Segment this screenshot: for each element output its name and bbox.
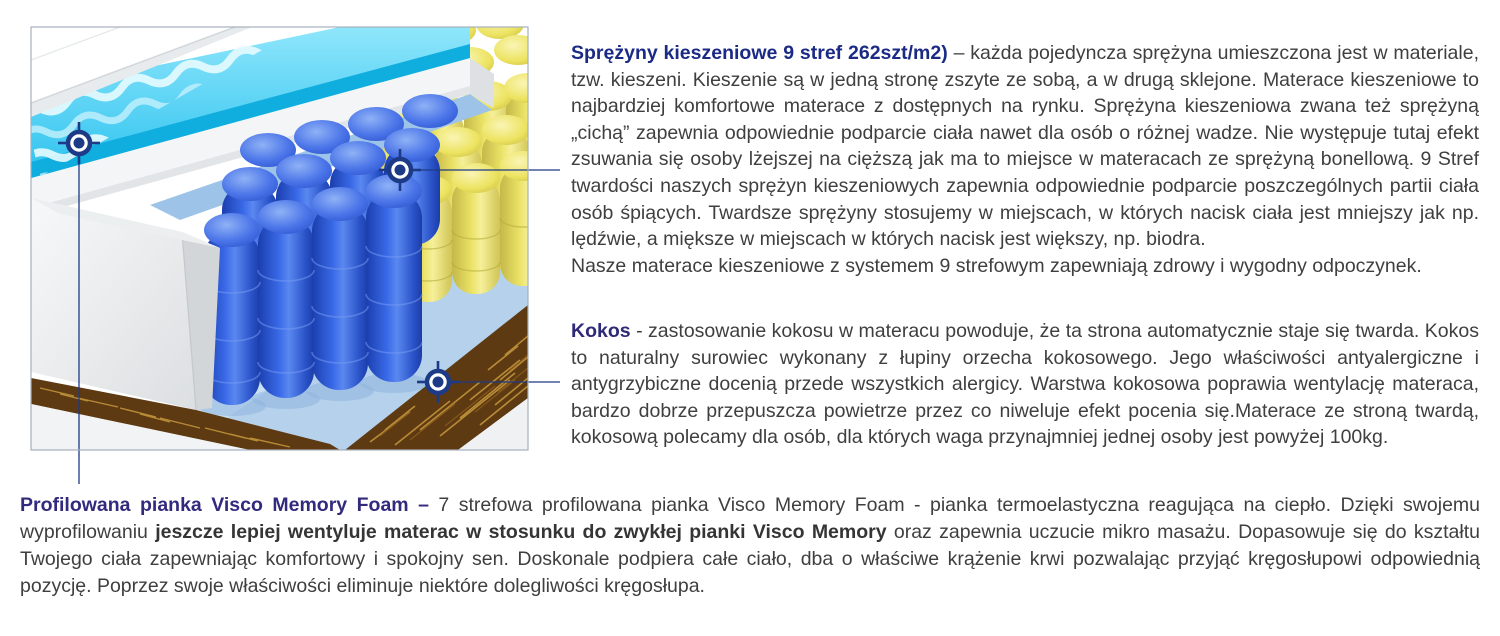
springs-footnote: Nasze materace kieszeniowe z systemem 9 strefowym zapewniają zdrowy i wygodny odpoczynek. bbox=[571, 254, 1422, 277]
visco-rest: oraz zapewnia uczucie mikro masażu. Dopasowuje się do kształtu Twojego ciała zapewniając komfortowy i spokojny sen. Doskonale podpiera całe ciało, dba o właściwe krążenie krwi pozwalając przyjąć kręgosłupowi odpowiednią pozycję. Poprzez swoje właściwości eliminuje niektóre dolegliwości kręgosłupa. bbox=[20, 521, 1481, 597]
springs-body: – każda pojedyncza sprężyna umieszczona jest w materiale, tzw. kieszeni. Kieszenie są w jedną stronę zszyte ze sobą, a w drugą sklejone. Materace kieszeniowe to najbardziej komfortowe materace z dostępnych na rynku. Sprężyna kieszeniowa zwana też sprężyną „cichą” zapewnia odpowiednie podparcie ciała nawet dla osób o różnej wadze. Nie występuje tutaj efekt zsuwania się osoby lżejszej na cięższą jak ma to miejsce w materacach ze sprężyną bonellową. 9 Stref twardości naszych sprężyn kieszeniowych zapewnia odpowiednie podparcie poszczególnych partii ciała osób śpiących. Twardsze sprężyny stosujemy w miejscach, w których nacisk ciała jest mniejszy jak np. lędźwie, a miększe w miejscach w których nacisk jest większy, np. biodra. bbox=[571, 42, 1479, 251]
visco-lead: 7 strefowa profilowana pianka Visco Memory Foam - pianka termoelastyczna reagująca na ciepło. Dzięki swojemu wyprofilowaniu bbox=[20, 494, 1481, 543]
visco-title: Profilowana pianka Visco Memory Foam – bbox=[20, 494, 429, 516]
visco-bold-claim: jeszcze lepiej wentyluje materac w stosunku do zwykłej pianki Visco Memory bbox=[155, 521, 887, 543]
springs-title: Sprężyny kieszeniowe 9 stref 262szt/m2) bbox=[571, 42, 948, 64]
paragraph-coconut bbox=[571, 318, 1479, 451]
paragraph-pocket-springs bbox=[571, 40, 1479, 279]
paragraph-visco-foam bbox=[20, 492, 1480, 600]
mattress-cross-section-image bbox=[0, 0, 580, 500]
kokos-body: - zastosowanie kokosu w materacu powoduje, że ta strona automatycznie staje się twarda. Kokos to naturalny surowiec wykonany z łupiny orzecha kokosowego. Jego właściwości antyalergiczne i antygrzybiczne docenią przede wszystkich alergicy. Warstwa kokosowa poprawia wentylację materaca, bardzo dobrze przepuszcza powietrze przez co niweluje efekt pocenia się.Materace ze stroną twardą, kokosową polecamy dla osób, dla których waga przynajmniej jednej osoby jest powyżej 100kg. bbox=[571, 320, 1479, 449]
kokos-title: Kokos bbox=[571, 320, 631, 342]
